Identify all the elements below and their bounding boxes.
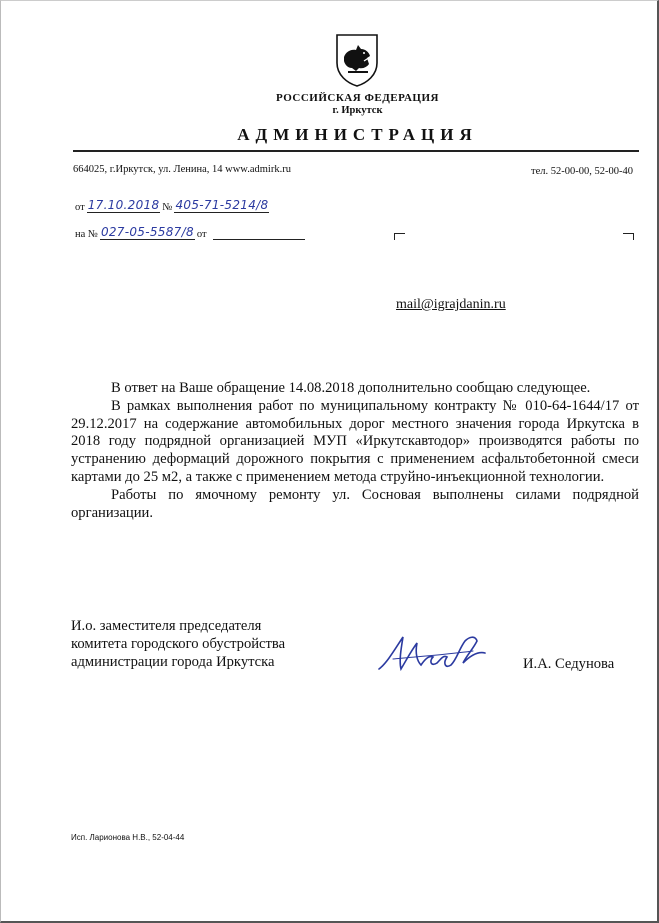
address-block-corner-right [623,233,634,240]
incoming-number: 027-05-5587/8 [100,225,194,239]
outgoing-number: 405-71-5214/8 [175,198,269,212]
signatory-title-line: комитета городского обустройства [71,635,286,652]
body-paragraph: Работы по ямочному ремонту ул. Сосновая выполнены силами подрядной организации. [71,486,639,521]
coat-of-arms-icon [334,33,380,87]
reply-from-label: от [196,229,207,240]
signatory-title-line: администрации города Иркутска [71,653,275,670]
signatory-title-line: И.о. заместителя председателя [71,618,262,634]
phone-line: тел. 52-00-00, 52-00-40 [531,166,633,177]
executor-note: Исп. Ларионова Н.В., 52-04-44 [71,833,185,842]
number-label: № [162,202,173,213]
signatory-name: И.А. Седунова [523,656,615,672]
outgoing-reference [73,198,269,213]
recipient-email[interactable]: mail@igrajdanin.ru [396,297,506,312]
country-heading: РОССИЙСКАЯ ФЕДЕРАЦИЯ [276,92,439,104]
header-rule [73,150,639,152]
blank-date-line [213,227,305,240]
reply-label: на № [75,229,98,240]
letter-body [71,380,639,522]
signatory-title [71,618,285,671]
body-paragraph: В ответ на Ваше обращение 14.08.2018 дополнительно сообщаю следующее. [111,380,591,396]
from-label: от [75,202,85,213]
organization-heading: АДМИНИСТРАЦИЯ [237,125,478,144]
address-block-corner-left [394,233,405,240]
handwritten-signature [373,629,497,677]
body-paragraph: В рамках выполнения работ по муниципальному контракту № 010-64-1644/17 от 29.12.2017 на содержание автомобильных дорог местного значения города Иркутска в 2018 году подрядной организацией МУП «Иркутскавтодор» производятся работы по устранению деформаций дорожного покрытия с применением асфальтобетонной смеси картами до 25 м2, а также с применением метода струйно-инъекционной технологии. [71,397,639,485]
outgoing-date: 17.10.2018 [87,198,160,212]
incoming-reference [73,225,305,240]
address-line: 664025, г.Иркутск, ул. Ленина, 14 www.admirk.ru [73,164,291,175]
city-heading: г. Иркутск [332,105,383,116]
